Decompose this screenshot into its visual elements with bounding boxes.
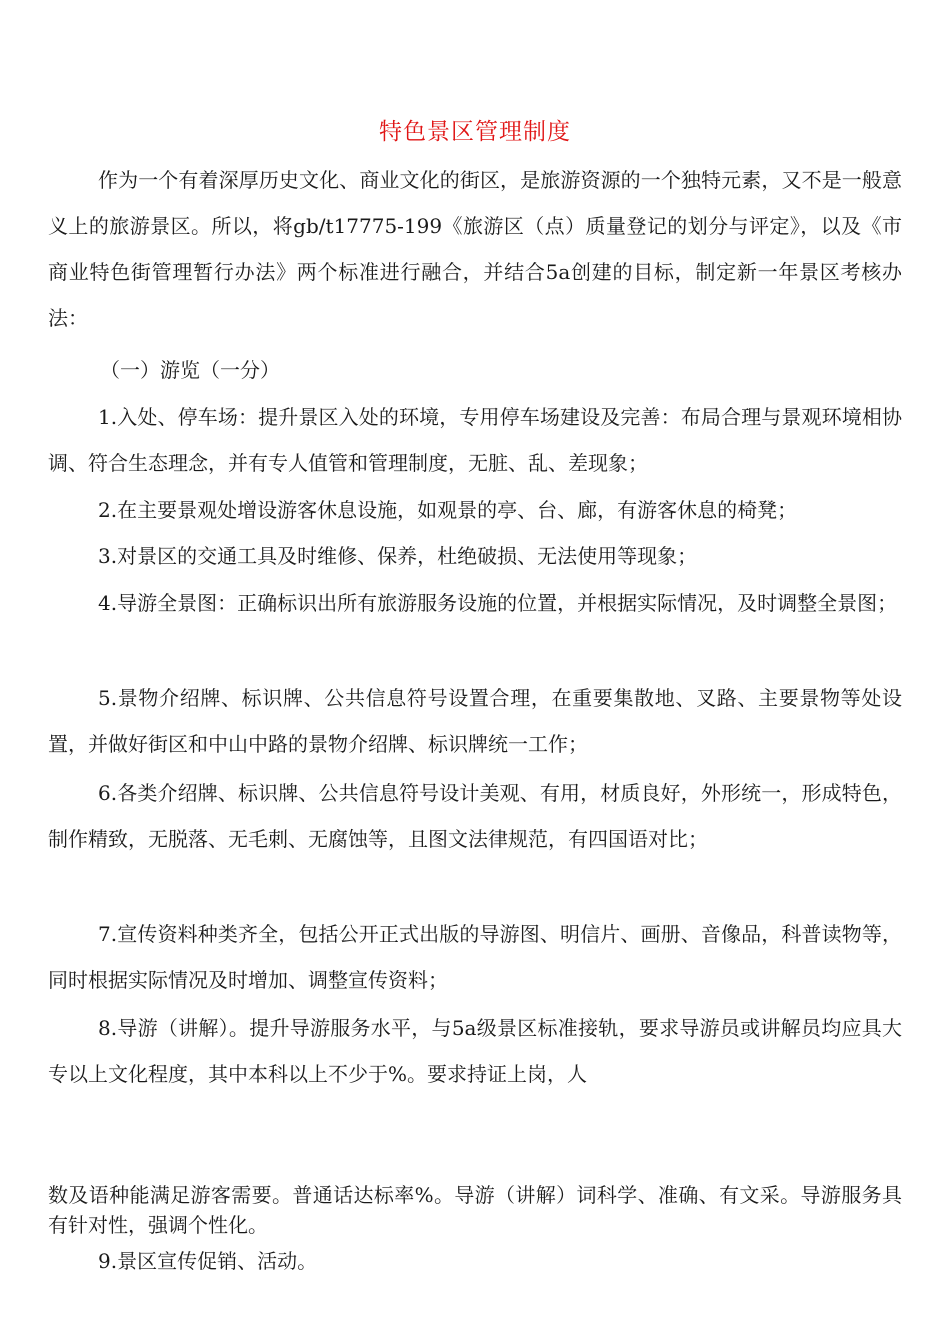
list-item: 3.对景区的交通工具及时维修、保养，杜绝破损、无法使用等现象； xyxy=(98,544,698,568)
continuation-paragraph: 数及语种能满足游客需要。普通话达标率%。导游（讲解）词科学、准确、有文采。导游服务具有针对性，强调个性化。 xyxy=(48,1183,902,1237)
list-item: 5.景物介绍牌、标识牌、公共信息符号设置合理，在重要集散地、叉路、主要景物等处设置，并做好街区和中山中路的景物介绍牌、标识牌统一工作； xyxy=(48,686,902,756)
list-item: 4.导游全景图：正确标识出所有旅游服务设施的位置，并根据实际情况，及时调整全景图； xyxy=(98,591,898,615)
list-item: 6.各类介绍牌、标识牌、公共信息符号设计美观、有用，材质良好，外形统一，形成特色，制作精致，无脱落、无毛刺、无腐蚀等，且图文法律规范，有四国语对比； xyxy=(48,781,902,851)
document-title: 特色景区管理制度 xyxy=(379,119,571,145)
section-heading: （一）游览（一分） xyxy=(100,358,280,382)
list-item: 1.入处、停车场：提升景区入处的环境，专用停车场建设及完善：布局合理与景观环境相协调、符合生态理念，并有专人值管和管理制度，无脏、乱、差现象； xyxy=(48,405,902,475)
list-item: 2.在主要景观处增设游客休息设施，如观景的亭、台、廊，有游客休息的椅凳； xyxy=(98,498,798,522)
list-item: 7.宣传资料种类齐全，包括公开正式出版的导游图、明信片、画册、音像品，科普读物等，同时根据实际情况及时增加、调整宣传资料； xyxy=(48,922,902,992)
list-item: 9.景区宣传促销、活动。 xyxy=(98,1249,318,1273)
intro-paragraph: 作为一个有着深厚历史文化、商业文化的街区，是旅游资源的一个独特元素，又不是一般意义上的旅游景区。所以，将gb/t17775-199《旅游区（点）质量登记的划分与评定》，以及《市商业特色街管理暂行办法》两个标准进行融合，并结合5a创建的目标，制定新一年景区考核办法： xyxy=(48,168,902,330)
list-item: 8.导游（讲解）。提升导游服务水平，与5a级景区标准接轨，要求导游员或讲解员均应具大专以上文化程度，其中本科以上不少于%。要求持证上岗，人 xyxy=(48,1016,902,1086)
